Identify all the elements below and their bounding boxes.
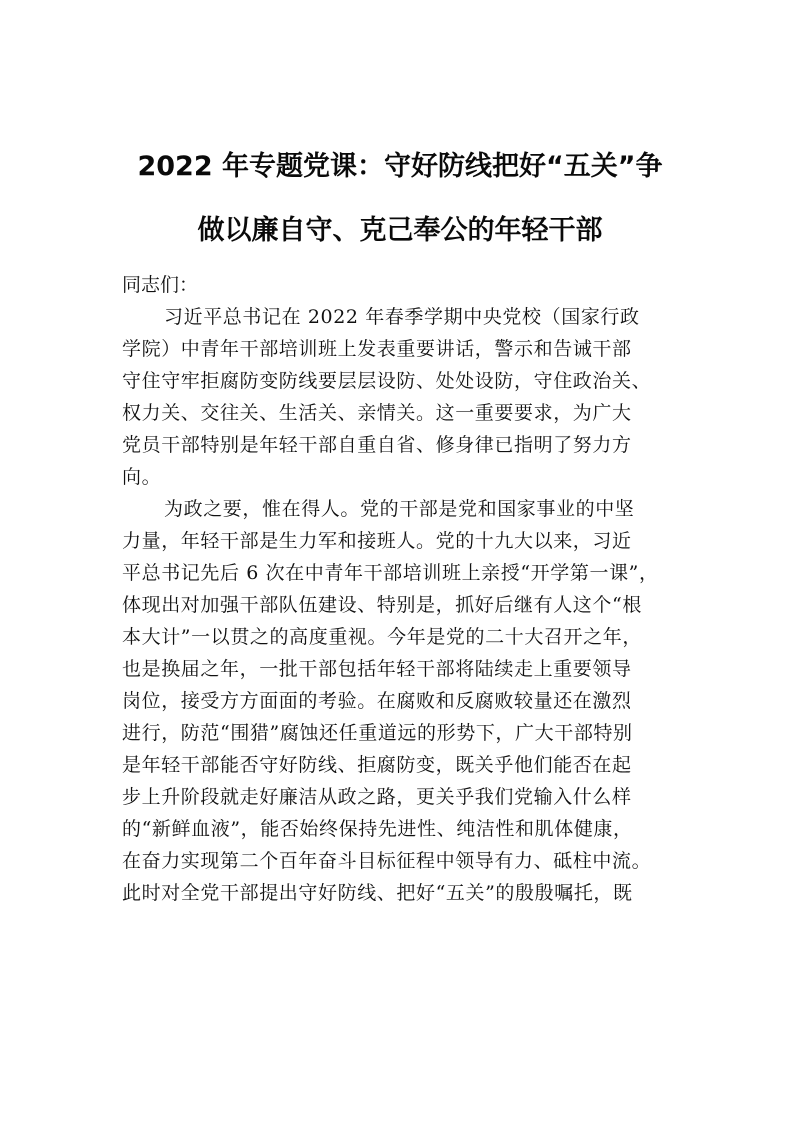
paragraph-line: 向。 <box>122 466 162 488</box>
paragraph-line: 岗位，接受方方面面的考验。在腐败和反腐败较量还在激烈 <box>122 690 632 712</box>
paragraph-line: 此时对全党干部提出守好防线、把好“五关”的殷殷嘱托，既 <box>122 882 633 904</box>
document-title <box>110 150 690 248</box>
paragraph-2 <box>122 493 692 909</box>
document-body <box>122 269 692 909</box>
title-line-1: 2022 年专题党课：守好防线把好“五关”争 <box>137 151 663 182</box>
paragraph-1 <box>122 301 692 493</box>
paragraph-line: 体现出对加强干部队伍建设、特别是，抓好后继有人这个“根 <box>122 594 642 616</box>
paragraph-line: 是年轻干部能否守好防线、拒腐防变，既关乎他们能否在起 <box>122 754 632 776</box>
paragraph-line: 权力关、交往关、生活关、亲情关。这一重要要求，为广大 <box>122 402 632 424</box>
paragraph-line: 本大计”一以贯之的高度重视。今年是党的二十大召开之年， <box>122 626 642 648</box>
paragraph-line: 为政之要，惟在得人。党的干部是党和国家事业的中坚 <box>164 498 635 520</box>
paragraph-line: 党员干部特别是年轻干部自重自省、修身律已指明了努力方 <box>122 434 632 456</box>
salutation: 同志们： <box>122 274 199 296</box>
title-line-2: 做以廉自守、克己奉公的年轻干部 <box>197 215 603 246</box>
paragraph-line: 力量，年轻干部是生力军和接班人。党的十九大以来，习近 <box>122 530 632 552</box>
paragraph-line: 步上升阶段就走好廉洁从政之路，更关乎我们党输入什么样 <box>122 786 632 808</box>
paragraph-line: 平总书记先后 6 次在中青年干部培训班上亲授“开学第一课”， <box>122 562 659 584</box>
paragraph-line: 在奋力实现第二个百年奋斗目标征程中领导有力、砥柱中流。 <box>122 850 652 872</box>
paragraph-line: 也是换届之年，一批干部包括年轻干部将陆续走上重要领导 <box>122 658 632 680</box>
paragraph-line: 学院）中青年干部培训班上发表重要讲话，警示和告诫干部 <box>122 338 632 360</box>
paragraph-line: 守住守牢拒腐防变防线要层层设防、处处设防，守住政治关、 <box>122 370 652 392</box>
paragraph-line: 进行，防范“围猎”腐蚀还任重道远的形势下，广大干部特别 <box>122 722 633 744</box>
paragraph-line: 的“新鲜血液”，能否始终保持先进性、纯洁性和肌体健康， <box>122 818 633 840</box>
paragraph-line: 习近平总书记在 2022 年春季学期中央党校（国家行政 <box>164 306 640 328</box>
